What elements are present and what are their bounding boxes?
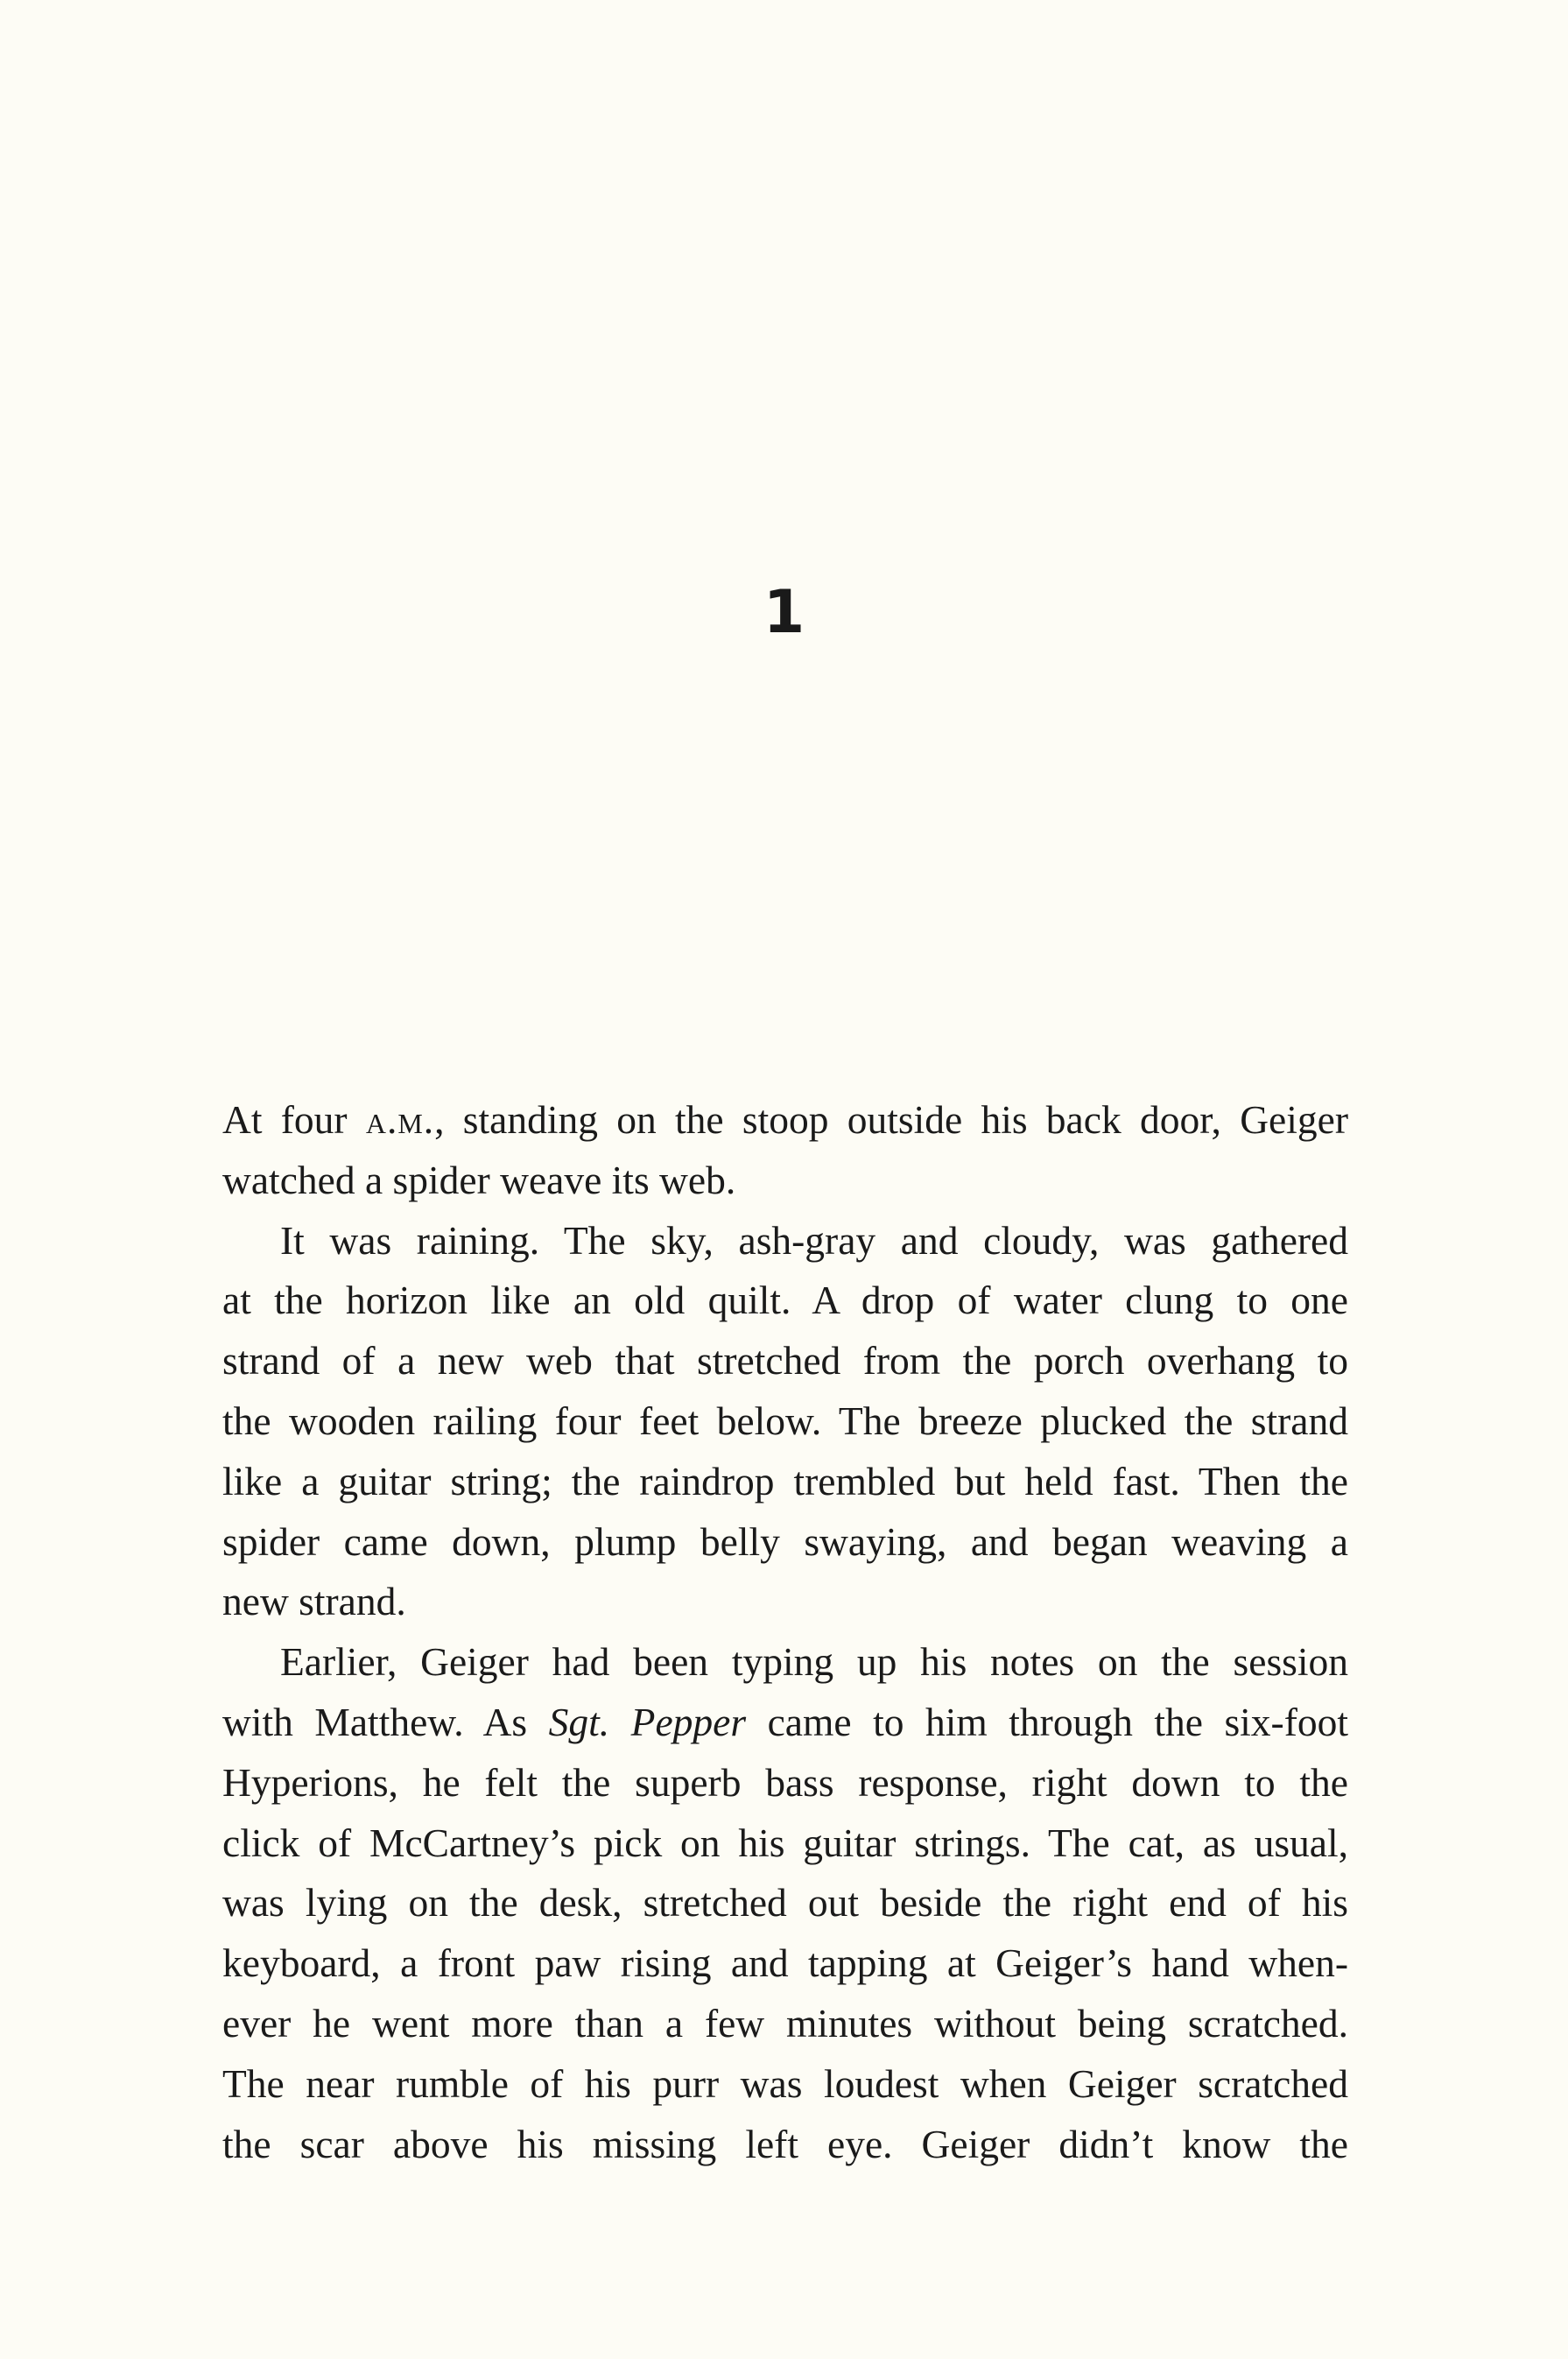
chapter-number: 1 <box>763 578 805 647</box>
text-line <box>222 1090 1348 1151</box>
text-line: click of McCartney’s pick on his guitar strings. The cat, as usual, <box>222 1820 1348 1865</box>
text-line: ever he went more than a few minutes without being scratched. <box>222 2000 1348 2046</box>
text-line: The near rumble of his purr was loudest when Geiger scratched <box>222 2060 1348 2106</box>
text-line: Earlier, Geiger had been typing up his notes on the session <box>280 1639 1348 1685</box>
text-run: , standing on the stoop outside his back door, Geiger <box>434 1097 1348 1142</box>
text-line: like a guitar string; the raindrop trembled but held fast. Then the <box>222 1458 1348 1503</box>
text-line: the scar above his missing left eye. Geiger didn’t know the <box>222 2121 1348 2166</box>
paragraph <box>222 1211 1348 1633</box>
text-line <box>222 1693 1348 1753</box>
text-line: Hyperions, he felt the superb bass response, right down to the <box>222 1759 1348 1805</box>
text-run: At four <box>222 1097 366 1142</box>
text-line: was lying on the desk, stretched out beside the right end of his <box>222 1880 1348 1926</box>
text-line: watched a spider weave its web. <box>222 1157 736 1202</box>
text-line: at the horizon like an old quilt. A drop of water clung to one <box>222 1278 1348 1323</box>
time-abbreviation: a.m. <box>365 1097 435 1142</box>
paragraph <box>222 1090 1348 1211</box>
text-line: It was raining. The sky, ash-gray and cloudy, was gathered <box>280 1217 1348 1263</box>
album-title: Sgt. Pepper <box>548 1699 747 1744</box>
text-run: came to him through the six-foot <box>746 1699 1348 1744</box>
text-line: spider came down, plump belly swaying, and began weaving a <box>222 1518 1348 1564</box>
text-line: strand of a new web that stretched from the porch overhang to <box>222 1338 1348 1384</box>
body-text <box>222 1090 1348 2174</box>
text-line: keyboard, a front paw rising and tapping at Geiger’s hand when- <box>222 1940 1348 1986</box>
paragraph <box>222 1632 1348 2174</box>
text-line: new strand. <box>222 1579 406 1624</box>
text-line: the wooden railing four feet below. The breeze plucked the strand <box>222 1398 1348 1443</box>
text-run: with Matthew. As <box>222 1699 549 1744</box>
